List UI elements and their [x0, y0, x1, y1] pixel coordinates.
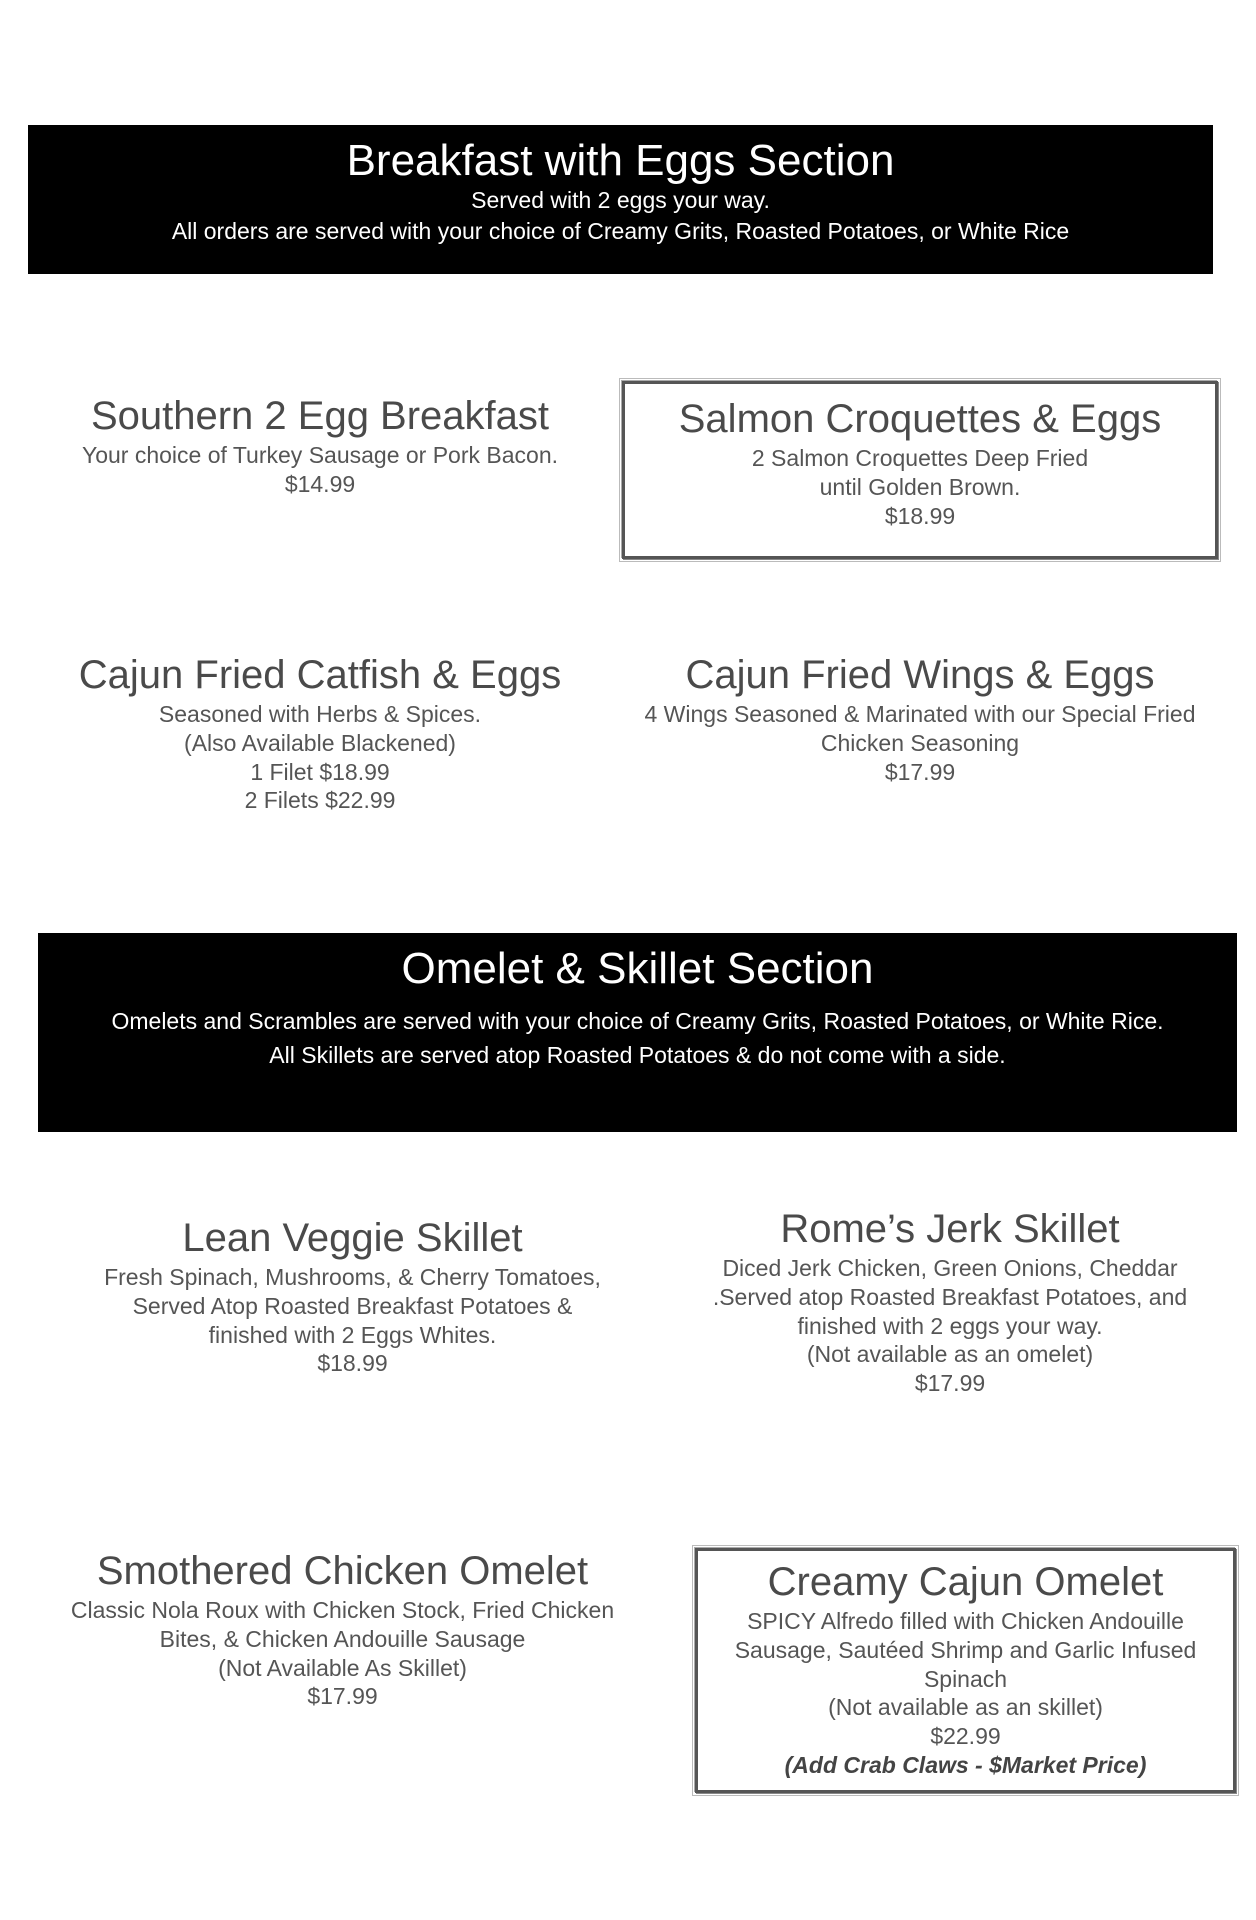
section-subtitle-line: All orders are served with your choice of Creamy Grits, Roasted Potatoes, or White Rice	[171, 218, 1070, 245]
menu-item-name: Creamy Cajun Omelet	[767, 1560, 1164, 1604]
menu-item-addon-note: (Add Crab Claws - $Market Price)	[784, 1751, 1147, 1778]
menu-item-description: Seasoned with Herbs & Spices.	[158, 701, 482, 727]
section-subtitle-line: Served with 2 eggs your way.	[471, 187, 770, 214]
menu-item-price: $14.99	[284, 470, 356, 497]
menu-item-price: $18.99	[884, 502, 956, 529]
menu-item-description: 2 Salmon Croquettes Deep Fried	[751, 445, 1089, 471]
breakfast-section-banner	[28, 125, 1213, 274]
section-subtitle-line: All Skillets are served atop Roasted Potatoes & do not come with a side.	[269, 1041, 1006, 1068]
menu-item-description: SPICY Alfredo filled with Chicken Andouille	[747, 1608, 1184, 1634]
menu-item-smothered-chicken-omelet	[40, 1548, 645, 1711]
menu-item-creamy-cajun-omelet	[695, 1548, 1236, 1793]
menu-item-description: Chicken Seasoning	[820, 729, 1020, 756]
menu-item-description: Your choice of Turkey Sausage or Pork Bacon.	[81, 442, 559, 468]
menu-item-description: (Not available as an omelet)	[806, 1341, 1094, 1368]
section-title: Omelet & Skillet Section	[401, 944, 874, 993]
menu-item-price: $22.99	[930, 1723, 1001, 1749]
menu-item-description: Fresh Spinach, Mushrooms, & Cherry Tomatoes,	[104, 1264, 601, 1290]
section-title: Breakfast with Eggs Section	[346, 136, 895, 185]
section-subtitle-line: Omelets and Scrambles are served with your choice of Creamy Grits, Roasted Potatoes, or White Rice.	[111, 1008, 1164, 1035]
menu-item-price: $17.99	[914, 1370, 986, 1396]
menu-item-price: $17.99	[884, 758, 956, 785]
menu-item-description: (Also Available Blackened)	[184, 729, 456, 756]
menu-item-description: finished with 2 Eggs Whites.	[208, 1321, 497, 1348]
menu-item-description: Diced Jerk Chicken, Green Onions, Cheddar	[722, 1255, 1178, 1281]
menu-item-romes-jerk-skillet	[660, 1206, 1240, 1398]
menu-item-description: Bites, & Chicken Andouille Sausage	[159, 1625, 526, 1652]
menu-item-name: Rome’s Jerk Skillet	[780, 1207, 1120, 1251]
menu-item-description: Classic Nola Roux with Chicken Stock, Fried Chicken	[70, 1597, 615, 1623]
menu-item-price: 2 Filets $22.99	[244, 787, 396, 814]
menu-item-name: Southern 2 Egg Breakfast	[90, 394, 550, 438]
menu-item-name: Smothered Chicken Omelet	[96, 1549, 589, 1593]
menu-item-description: Sausage, Sautéed Shrimp and Garlic Infused	[734, 1636, 1197, 1663]
menu-item-price: $17.99	[307, 1683, 378, 1710]
menu-item-name: Salmon Croquettes & Eggs	[678, 397, 1162, 441]
menu-item-price: $18.99	[317, 1350, 388, 1377]
menu-item-cajun-fried-catfish	[40, 652, 600, 815]
menu-item-price: 1 Filet $18.99	[250, 758, 390, 785]
menu-item-description: 4 Wings Seasoned & Marinated with our Special Fried	[644, 701, 1196, 727]
menu-item-description: Spinach	[923, 1665, 1008, 1692]
menu-item-description: (Not Available As Skillet)	[218, 1654, 467, 1681]
menu-item-southern-2-egg-breakfast	[40, 393, 600, 499]
menu-item-description: until Golden Brown.	[819, 473, 1021, 500]
menu-item-description: (Not available as an skillet)	[828, 1694, 1103, 1721]
menu-item-cajun-fried-wings	[610, 652, 1230, 786]
menu-item-description: finished with 2 eggs your way.	[797, 1312, 1103, 1339]
menu-item-lean-veggie-skillet	[50, 1215, 655, 1378]
omelet-skillet-section-banner	[38, 933, 1237, 1132]
menu-item-description: .Served atop Roasted Breakfast Potatoes, and	[712, 1283, 1188, 1310]
menu-item-salmon-croquettes	[622, 381, 1218, 559]
menu-item-name: Cajun Fried Catfish & Eggs	[78, 653, 562, 697]
menu-item-name: Cajun Fried Wings & Eggs	[685, 653, 1155, 697]
menu-item-name: Lean Veggie Skillet	[182, 1216, 523, 1260]
menu-item-description: Served Atop Roasted Breakfast Potatoes &	[132, 1292, 573, 1319]
